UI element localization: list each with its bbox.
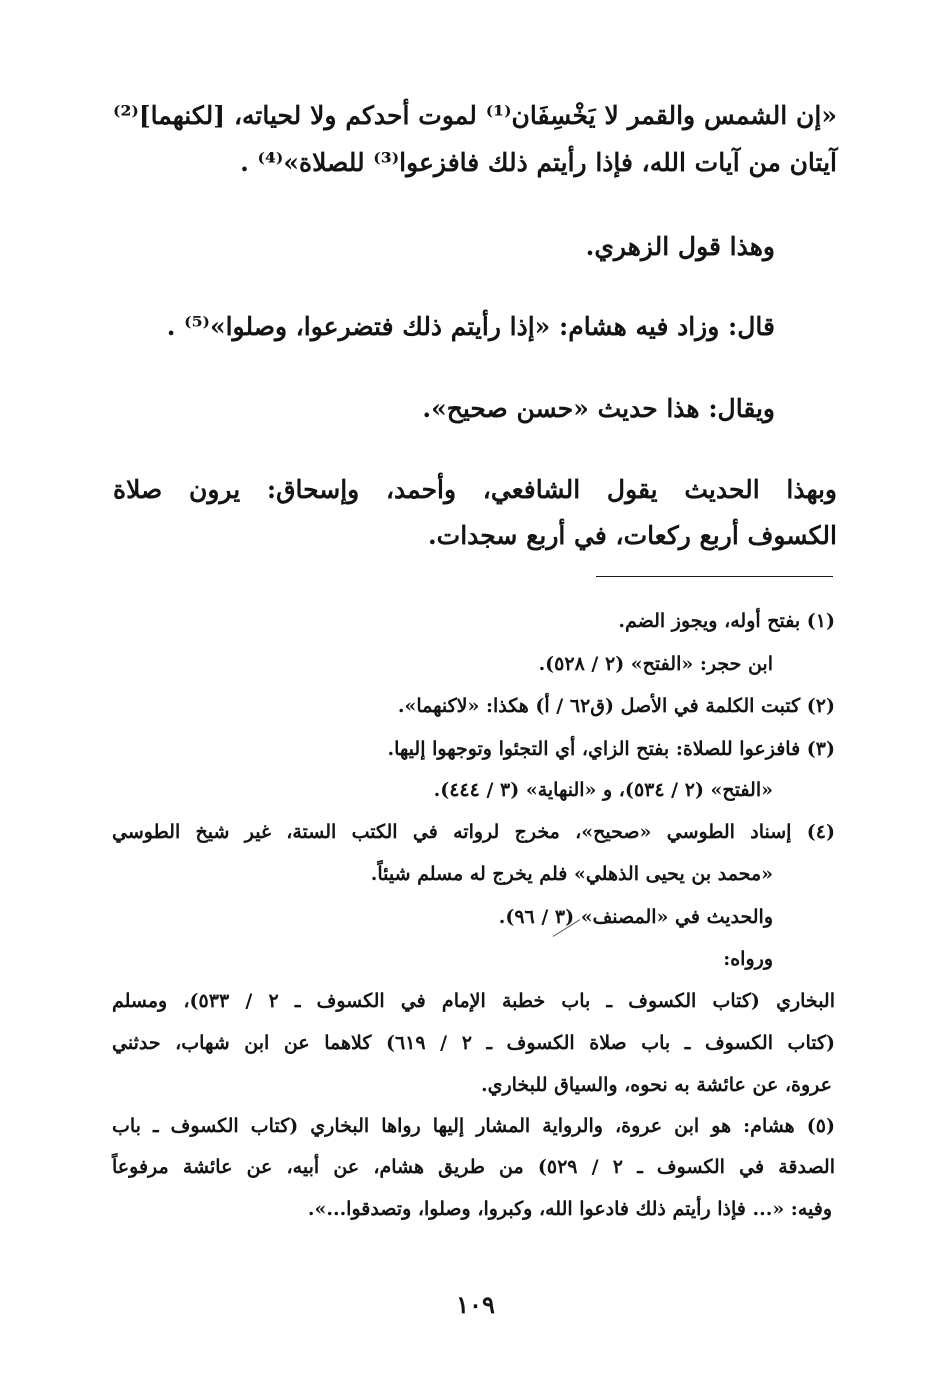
footnote-4-line-1: (٤) إسناد الطوسي «صحيح»، مخرج لرواته في الكتب الستة، غير شيخ الطوسي: [112, 821, 835, 843]
footnote-5-line-1: (٥) هشام: هو ابن عروة، والرواية المشار إليها رواها البخاري (كتاب الكسوف ـ باب: [112, 1115, 835, 1137]
footnote-4-line-3: والحديث في «المصنف» (٣ / ٩٦).: [498, 906, 773, 928]
footnote-4-line-5: البخاري (كتاب الكسوف ـ باب خطبة الإمام في الكسوف ـ ٢ / ٥٣٣)، ومسلم: [112, 990, 835, 1012]
main-text-line-1: «إن الشمس والقمر لا يَخْسِفَان⁽¹⁾ لموت أحدكم ولا لحياته، [لكنهما]⁽²⁾: [113, 101, 837, 130]
footnote-3-line-2: «الفتح» (٢ / ٥٣٤)، و «النهاية» (٣ / ٤٤٤).: [433, 779, 773, 801]
footnote-1-line-2: ابن حجر: «الفتح» (٢ / ٥٢٨).: [538, 653, 773, 675]
footnote-3-line-1: (٣) فافزعوا للصلاة: بفتح الزاي، أي التجئوا وتوجهوا إليها.: [387, 738, 835, 760]
footnote-5-line-3: وفيه: «... فإذا رأيتم ذلك فادعوا الله، وكبروا، وصلوا، وتصدقوا...».: [307, 1198, 832, 1220]
main-text-line-3: وهذا قول الزهري.: [585, 232, 775, 261]
main-text-line-2: آيتان من آيات الله، فإذا رأيتم ذلك فافزعوا⁽³⁾ للصلاة»⁽⁴⁾ .: [240, 148, 837, 177]
footnote-4-line-4: ورواه:: [723, 948, 773, 970]
footnote-1-line-1: (١) بفتح أوله، ويجوز الضم.: [618, 610, 835, 632]
footnote-5-line-2: الصدقة في الكسوف ـ ٢ / ٥٢٩) من طريق هشام، عن أبيه، عن عائشة مرفوعاً: [112, 1156, 836, 1178]
main-text-line-4: قال: وزاد فيه هشام: «إذا رأيتم ذلك فتضرعوا، وصلوا»⁽⁵⁾ .: [166, 312, 775, 341]
main-text-line-7: الكسوف أربع ركعات، في أربع سجدات.: [427, 521, 837, 550]
page-number: ١٠٩: [456, 1290, 495, 1319]
footnote-2-line-1: (٢) كتبت الكلمة في الأصل (ق٦٢ / أ) هكذا: «لاكنهما».: [397, 695, 835, 717]
main-text-line-5: ويقال: هذا حديث «حسن صحيح».: [422, 394, 775, 423]
footnote-separator: [596, 576, 833, 577]
footnote-4-line-7: عروة، عن عائشة به نحوه، والسياق للبخاري.: [480, 1074, 832, 1096]
main-text-line-6: وبهذا الحديث يقول الشافعي، وأحمد، وإسحاق: يرون صلاة: [113, 475, 837, 504]
footnote-4-line-6: (كتاب الكسوف ـ باب صلاة الكسوف ـ ٢ / ٦١٩) كلاهما عن ابن شهاب، حدثني: [112, 1032, 835, 1054]
footnote-4-line-2: «محمد بن يحيى الذهلي» فلم يخرج له مسلم شيئاً.: [370, 863, 773, 885]
